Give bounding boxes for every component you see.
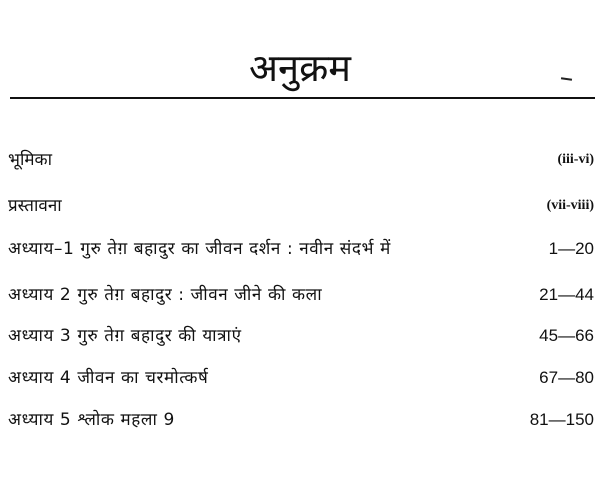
toc-entry-chapter-1 <box>8 233 594 265</box>
toc-entry-title: अध्याय 3 गुरु तेग़ बहादुर की यात्राएं <box>8 326 242 346</box>
toc-entry-title: अध्याय 2 गुरु तेग़ बहादुर : जीवन जीने की कला <box>8 285 323 305</box>
toc-entry-pages: 67—80 <box>539 368 594 387</box>
toc-entry-title: भूमिका <box>8 150 52 170</box>
toc-entry-title: अध्याय 4 जीवन का चरमोत्कर्ष <box>8 368 209 388</box>
toc-entry-pages: 1—20 <box>548 239 594 258</box>
toc-entry-pages: (iii-vi) <box>557 152 594 167</box>
toc-entry-title: अध्याय 5 श्लोक महला 9 <box>8 410 175 430</box>
page-title: अनुक्रम <box>248 46 352 90</box>
toc-entry-chapter-3 <box>8 320 594 352</box>
toc-entry-prastavana <box>8 190 594 222</box>
toc-entry-bhumika <box>8 144 594 176</box>
toc-entry-pages: 21—44 <box>539 285 594 304</box>
toc-entry-title: प्रस्तावना <box>8 196 62 216</box>
toc-entry-pages: 81—150 <box>529 410 594 429</box>
toc-entry-title: अध्याय–1 गुरु तेग़ बहादुर का जीवन दर्शन : नवीन संदर्भ में <box>8 239 391 259</box>
toc-entry-chapter-5 <box>8 404 594 436</box>
toc-entry-chapter-4 <box>8 362 594 394</box>
toc-entry-chapter-2 <box>8 279 594 311</box>
toc-entry-pages: 45—66 <box>539 326 594 345</box>
toc-entry-pages: (vii-viii) <box>546 198 594 213</box>
